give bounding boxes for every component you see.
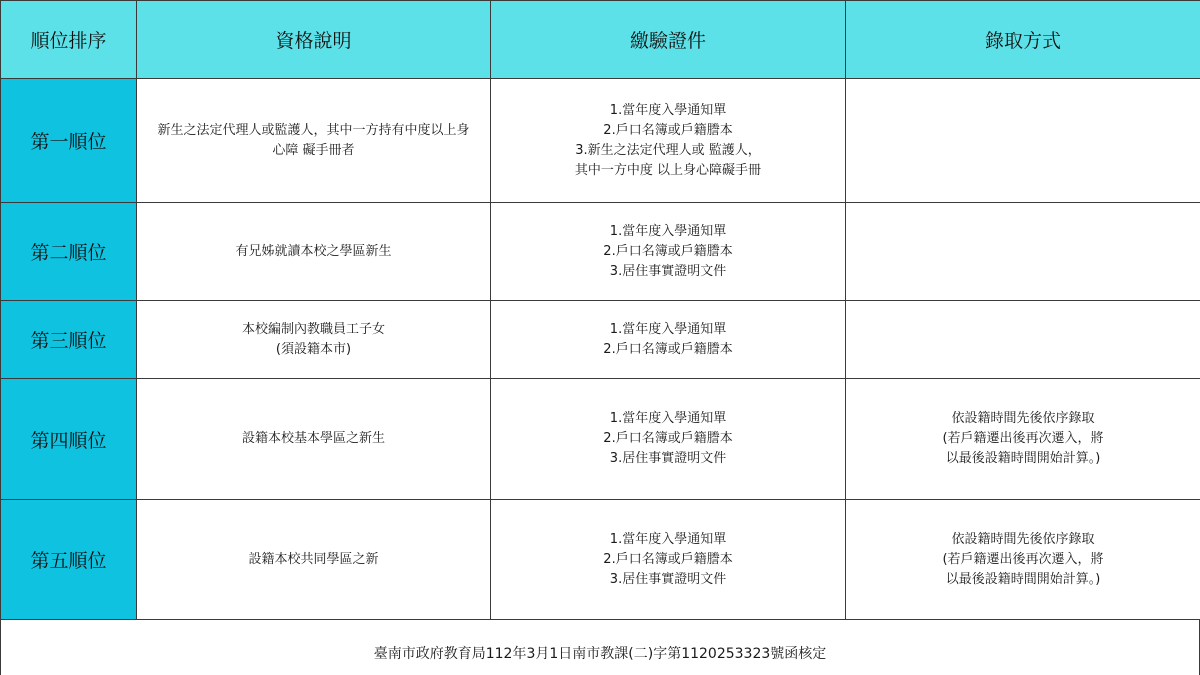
qualification-cell: 本校編制內教職員工子女 (須設籍本市) [137, 301, 491, 379]
header-admission: 錄取方式 [846, 1, 1200, 79]
documents-cell: 1.當年度入學通知單 2.戶口名簿或戶籍謄本 3.居住事實證明文件 [491, 203, 846, 301]
rank-cell: 第五順位 [1, 500, 137, 620]
admission-cell [846, 301, 1200, 379]
rank-cell: 第二順位 [1, 203, 137, 301]
admission-cell [846, 203, 1200, 301]
header-documents: 繳驗證件 [491, 1, 846, 79]
documents-cell: 1.當年度入學通知單 2.戶口名簿或戶籍謄本 3.新生之法定代理人或 監護人， 其中一方中度 以上身心障礙手冊 [491, 79, 846, 203]
table-row [1, 379, 1200, 500]
qualification-cell: 新生之法定代理人或監護人，其中一方持有中度以上身 心障 礙手冊者 [137, 79, 491, 203]
approval-note: 臺南市政府教育局112年3月1日南市教課(二)字第1120253323號函核定 [0, 619, 1200, 675]
header-rank: 順位排序 [1, 1, 137, 79]
documents-cell: 1.當年度入學通知單 2.戶口名簿或戶籍謄本 3.居住事實證明文件 [491, 379, 846, 500]
rank-cell: 第一順位 [1, 79, 137, 203]
admission-cell: 依設籍時間先後依序錄取 (若戶籍遷出後再次遷入，將 以最後設籍時間開始計算。) [846, 379, 1200, 500]
header-qualification: 資格說明 [137, 1, 491, 79]
table-row [1, 79, 1200, 203]
qualification-cell: 有兄姊就讀本校之學區新生 [137, 203, 491, 301]
rank-cell: 第四順位 [1, 379, 137, 500]
admission-cell: 依設籍時間先後依序錄取 (若戶籍遷出後再次遷入，將 以最後設籍時間開始計算。) [846, 500, 1200, 620]
documents-cell: 1.當年度入學通知單 2.戶口名簿或戶籍謄本 3.居住事實證明文件 [491, 500, 846, 620]
rank-cell: 第三順位 [1, 301, 137, 379]
table-row [1, 203, 1200, 301]
qualification-cell: 設籍本校基本學區之新生 [137, 379, 491, 500]
admission-cell [846, 79, 1200, 203]
table-row [1, 301, 1200, 379]
documents-cell: 1.當年度入學通知單 2.戶口名簿或戶籍謄本 [491, 301, 846, 379]
header-row [1, 1, 1200, 79]
table-row [1, 500, 1200, 620]
qualification-cell: 設籍本校共同學區之新 [137, 500, 491, 620]
